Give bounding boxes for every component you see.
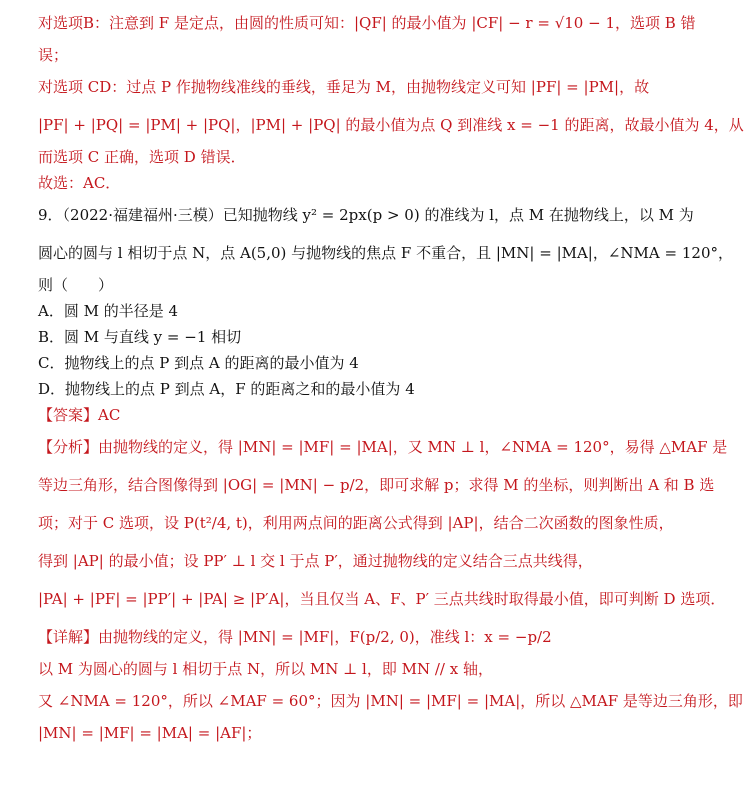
detail-line-1 (38, 618, 612, 656)
analysis-line-5: |PA| + |PF| = |PP′| + |PA| ≥ |P′A|，当且仅当 A、F、P′ 三点共线时取得最小值，即可判断 D 选项． (38, 590, 726, 608)
prev-line-4: |PF| + |PQ| = |PM| + |PQ|，|PM| + |PQ| 的最小值为点 Q 到准线 x = −1 的距离，故最小值为 4，从 (38, 116, 744, 134)
detail-tag: 【详解】 (38, 628, 99, 646)
option-c: C．抛物线上的点 P 到点 A 的距离的最小值为 4 (38, 354, 359, 372)
option-b: B．圆 M 与直线 y = −1 相切 (38, 328, 242, 346)
prev-line-1: 对选项B：注意到 F 是定点，由圆的性质可知：|QF| 的最小值为 |CF| − r = √10 − 1，选项 B 错 (38, 14, 696, 32)
analysis-tag: 【分析】 (38, 438, 99, 456)
question-stem-1: 9．（2022·福建福州·三模）已知抛物线 y² = 2px(p > 0) 的准线为 l，点 M 在抛物线上，以 M 为 (38, 206, 694, 224)
answer-tag: 【答案】 (38, 406, 99, 424)
detail-line-4: |MN| = |MF| = |MA| = |AF|； (38, 724, 262, 742)
analysis-line-3: 项；对于 C 选项，设 P(t²/4, t)，利用两点间的距离公式得到 |AP|，结合二次函数的图象性质， (38, 514, 674, 532)
detail-text-1: 由抛物线的定义，得 |MN| = |MF|，F(p/2, 0)，准线 l：x = −p/2 (98, 628, 552, 646)
prev-line-2: 误； (38, 46, 69, 64)
option-a: A．圆 M 的半径是 4 (38, 302, 179, 320)
answer-line (38, 402, 612, 428)
analysis-line-1 (38, 428, 728, 466)
question-stem-3: 则（ ） (38, 276, 114, 294)
analysis-line-4: 得到 |AP| 的最小值；设 PP′ ⊥ l 交 l 于点 P′，通过抛物线的定义结合三点共线得， (38, 552, 593, 570)
prev-line-5: 而选项 C 正确，选项 D 错误． (38, 148, 246, 166)
prev-line-3: 对选项 CD：过点 P 作抛物线准线的垂线，垂足为 M，由抛物线定义可知 |PF| = |PM|，故 (38, 78, 650, 96)
prev-line-6: 故选：AC． (38, 174, 121, 192)
option-d: D．抛物线上的点 P 到点 A，F 的距离之和的最小值为 4 (38, 380, 415, 398)
question-stem-2: 圆心的圆与 l 相切于点 N，点 A(5,0) 与抛物线的焦点 F 不重合，且 |MN| = |MA|，∠NMA = 120°， (38, 244, 733, 262)
analysis-text-1: 由抛物线的定义，得 |MN| = |MF| = |MA|，又 MN ⊥ l，∠NMA = 120°，易得 △MAF 是 (98, 438, 728, 456)
answer-value: AC (98, 406, 121, 424)
analysis-line-2: 等边三角形，结合图像得到 |OG| = |MN| − p/2，即可求解 p；求得 M 的坐标，则判断出 A 和 B 选 (38, 476, 715, 494)
detail-line-3: 又 ∠NMA = 120°，所以 ∠MAF = 60°；因为 |MN| = |MF| = |MA|，所以 △MAF 是等边三角形，即 (38, 692, 743, 710)
detail-line-2: 以 M 为圆心的圆与 l 相切于点 N，所以 MN ⊥ l，即 MN // x 轴， (38, 660, 493, 678)
